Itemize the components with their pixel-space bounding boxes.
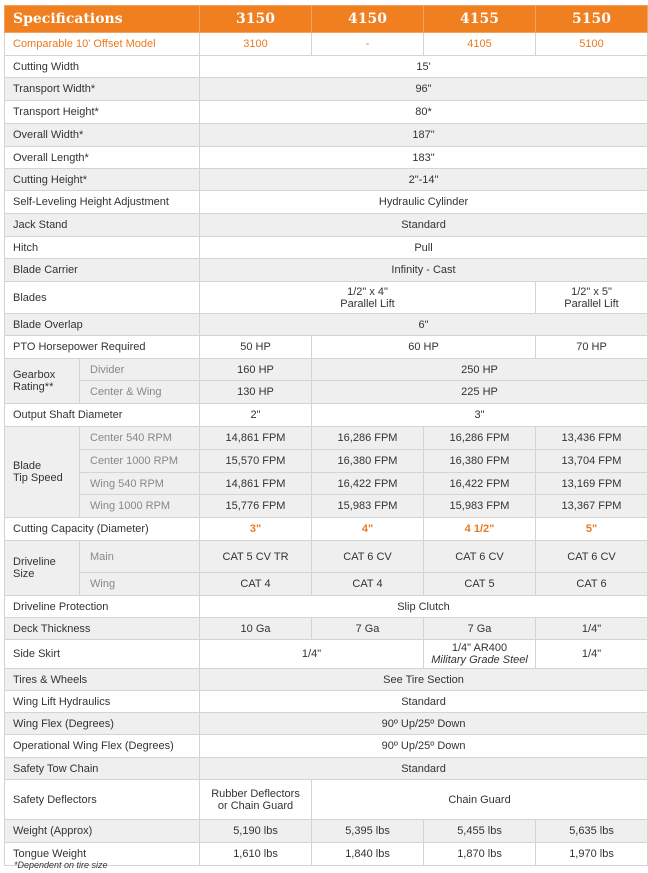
cell: 3" xyxy=(200,518,312,541)
cell: 2"-14" xyxy=(200,169,648,191)
row-label: Comparable 10' Offset Model xyxy=(5,33,200,56)
cell: 60 HP xyxy=(312,336,536,359)
driveline-wing-row xyxy=(5,573,648,596)
row-label: Self-Leveling Height Adjustment xyxy=(5,191,200,214)
side-skirt-row xyxy=(5,640,648,669)
cell: 3" xyxy=(312,404,648,427)
row-label: Weight (Approx) xyxy=(5,820,200,843)
wing-flex-row xyxy=(5,713,648,735)
cell: 1/4" xyxy=(200,640,424,669)
cell: 13,169 FPM xyxy=(536,473,648,495)
row-label: Operational Wing Flex (Degrees) xyxy=(5,735,200,758)
cell: 14,861 FPM xyxy=(200,427,312,450)
cell: CAT 6 xyxy=(536,573,648,596)
cell: CAT 6 CV xyxy=(536,541,648,573)
group-label-line: Blade xyxy=(13,460,42,472)
transport-height-row xyxy=(5,101,648,124)
cell xyxy=(200,282,536,314)
cell-line: 1/4" AR400 xyxy=(451,642,508,654)
self-leveling-row xyxy=(5,191,648,214)
cell xyxy=(200,780,312,820)
cell: 187" xyxy=(200,124,648,147)
cell: 15,983 FPM xyxy=(424,495,536,518)
blades-row xyxy=(5,282,648,314)
operational-wing-flex-row xyxy=(5,735,648,758)
cell: 225 HP xyxy=(312,381,648,404)
model-5150-header: 5150 xyxy=(536,6,648,33)
row-label: Driveline Protection xyxy=(5,596,200,618)
cutting-width-row xyxy=(5,56,648,78)
wing-lift-row xyxy=(5,691,648,713)
row-label: Cutting Capacity (Diameter) xyxy=(5,518,200,541)
cell: 4" xyxy=(312,518,424,541)
sub-label: Wing 1000 RPM xyxy=(80,495,200,518)
gearbox-divider-row xyxy=(5,359,648,381)
cell: Slip Clutch xyxy=(200,596,648,618)
cell-line: Rubber Deflectors xyxy=(211,787,300,800)
cell: 4 1/2" xyxy=(424,518,536,541)
cell: 70 HP xyxy=(536,336,648,359)
weight-row xyxy=(5,820,648,843)
row-label: Safety Deflectors xyxy=(5,780,200,820)
cell: 5100 xyxy=(536,33,648,56)
sub-label: Wing xyxy=(80,573,200,596)
row-label: Side Skirt xyxy=(5,640,200,669)
cell-line: or Chain Guard xyxy=(217,799,294,812)
sub-label: Wing 540 RPM xyxy=(80,473,200,495)
sub-label: Divider xyxy=(80,359,200,381)
gearbox-center-wing-row xyxy=(5,381,648,404)
sub-label: Main xyxy=(80,541,200,573)
cell: 1,870 lbs xyxy=(424,843,536,866)
sub-label: Center & Wing xyxy=(80,381,200,404)
row-label: Wing Lift Hydraulics xyxy=(5,691,200,713)
cell: 250 HP xyxy=(312,359,648,381)
cell: 96" xyxy=(200,78,648,101)
blade-tip-row xyxy=(5,495,648,518)
cell: 90º Up/25º Down xyxy=(200,713,648,735)
cell: 5" xyxy=(536,518,648,541)
tires-row xyxy=(5,669,648,691)
group-label-line: Tip Speed xyxy=(13,472,63,484)
overall-width-row xyxy=(5,124,648,147)
model-4155-header: 4155 xyxy=(424,6,536,33)
row-label: Overall Length* xyxy=(5,147,200,169)
row-label: Deck Thickness xyxy=(5,618,200,640)
cell: 5,395 lbs xyxy=(312,820,424,843)
cell: 7 Ga xyxy=(424,618,536,640)
cell: CAT 6 CV xyxy=(424,541,536,573)
comparable-model-row xyxy=(5,33,648,56)
cell: Standard xyxy=(200,214,648,237)
blade-tip-group-label xyxy=(5,427,80,518)
row-label: Blades xyxy=(5,282,200,314)
cell: 16,422 FPM xyxy=(424,473,536,495)
cell: Infinity - Cast xyxy=(200,259,648,282)
cell: 4105 xyxy=(424,33,536,56)
cell: 1/4" xyxy=(536,618,648,640)
row-label: Hitch xyxy=(5,237,200,259)
cell: 1,610 lbs xyxy=(200,843,312,866)
row-label: Tires & Wheels xyxy=(5,669,200,691)
cell: Standard xyxy=(200,758,648,780)
cell: 5,190 lbs xyxy=(200,820,312,843)
cell: 5,635 lbs xyxy=(536,820,648,843)
group-label-line: Rating** xyxy=(13,381,54,393)
cell: CAT 4 xyxy=(312,573,424,596)
tow-chain-row xyxy=(5,758,648,780)
group-label-line: Driveline xyxy=(13,556,56,568)
row-label: PTO Horsepower Required xyxy=(5,336,200,359)
row-label: Tongue Weight xyxy=(5,843,200,866)
table-title: Specifications xyxy=(5,6,200,33)
cell: 15' xyxy=(200,56,648,78)
cell: 50 HP xyxy=(200,336,312,359)
cell: 1/4" xyxy=(536,640,648,669)
cell: 5,455 lbs xyxy=(424,820,536,843)
cell xyxy=(424,640,536,669)
model-4150-header: 4150 xyxy=(312,6,424,33)
cell: 15,776 FPM xyxy=(200,495,312,518)
group-label-line: Size xyxy=(13,568,35,580)
cell: 1,970 lbs xyxy=(536,843,648,866)
cell: 1,840 lbs xyxy=(312,843,424,866)
overall-length-row xyxy=(5,147,648,169)
sub-label: Center 540 RPM xyxy=(80,427,200,450)
blade-tip-row xyxy=(5,427,648,450)
row-label: Transport Height* xyxy=(5,101,200,124)
row-label: Overall Width* xyxy=(5,124,200,147)
cell: 13,704 FPM xyxy=(536,450,648,473)
cell: 16,380 FPM xyxy=(424,450,536,473)
cell: 13,367 FPM xyxy=(536,495,648,518)
blade-tip-row xyxy=(5,450,648,473)
cutting-capacity-row xyxy=(5,518,648,541)
footnote: *Dependent on tire size xyxy=(14,860,108,870)
cell: 16,422 FPM xyxy=(312,473,424,495)
cell: 6" xyxy=(200,314,648,336)
row-label: Blade Overlap xyxy=(5,314,200,336)
jack-stand-row xyxy=(5,214,648,237)
deck-thickness-row xyxy=(5,618,648,640)
group-label-line: Gearbox xyxy=(13,369,56,381)
cell: 10 Ga xyxy=(200,618,312,640)
cell: 160 HP xyxy=(200,359,312,381)
cell: 15,983 FPM xyxy=(312,495,424,518)
cell: 130 HP xyxy=(200,381,312,404)
row-label: Blade Carrier xyxy=(5,259,200,282)
cell-line: 1/2" x 4" xyxy=(347,285,388,298)
blade-tip-row xyxy=(5,473,648,495)
cell: CAT 6 CV xyxy=(312,541,424,573)
safety-deflectors-row xyxy=(5,780,648,820)
row-label: Cutting Width xyxy=(5,56,200,78)
row-label: Wing Flex (Degrees) xyxy=(5,713,200,735)
cell: Chain Guard xyxy=(312,780,648,820)
cell: 90º Up/25º Down xyxy=(200,735,648,758)
cell: 16,380 FPM xyxy=(312,450,424,473)
cell: 16,286 FPM xyxy=(312,427,424,450)
cell: 16,286 FPM xyxy=(424,427,536,450)
cell: 15,570 FPM xyxy=(200,450,312,473)
cell: CAT 5 xyxy=(424,573,536,596)
cell-line: 1/2" x 5" xyxy=(571,285,612,298)
cell: See Tire Section xyxy=(200,669,648,691)
output-shaft-row xyxy=(5,404,648,427)
cell: CAT 4 xyxy=(200,573,312,596)
cell-line: Parallel Lift xyxy=(340,297,395,310)
cell: 14,861 FPM xyxy=(200,473,312,495)
cell: Standard xyxy=(200,691,648,713)
cell: 80* xyxy=(200,101,648,124)
cell: 7 Ga xyxy=(312,618,424,640)
gearbox-group-label xyxy=(5,359,80,404)
cell-line: Military Grade Steel xyxy=(431,654,528,666)
row-label: Jack Stand xyxy=(5,214,200,237)
row-label: Safety Tow Chain xyxy=(5,758,200,780)
blade-overlap-row xyxy=(5,314,648,336)
cell: 183" xyxy=(200,147,648,169)
hitch-row xyxy=(5,237,648,259)
blade-carrier-row xyxy=(5,259,648,282)
sub-label: Center 1000 RPM xyxy=(80,450,200,473)
driveline-main-row xyxy=(5,541,648,573)
cell: 2" xyxy=(200,404,312,427)
row-label: Transport Width* xyxy=(5,78,200,101)
cutting-height-row xyxy=(5,169,648,191)
cell: 13,436 FPM xyxy=(536,427,648,450)
row-label: Cutting Height* xyxy=(5,169,200,191)
driveline-size-group-label xyxy=(5,541,80,596)
specifications-table xyxy=(4,5,648,866)
cell: 3100 xyxy=(200,33,312,56)
model-3150-header: 3150 xyxy=(200,6,312,33)
header-row xyxy=(5,6,648,33)
driveline-protection-row xyxy=(5,596,648,618)
cell xyxy=(536,282,648,314)
row-label: Output Shaft Diameter xyxy=(5,404,200,427)
cell-line: Parallel Lift xyxy=(564,297,619,310)
transport-width-row xyxy=(5,78,648,101)
cell: CAT 5 CV TR xyxy=(200,541,312,573)
pto-row xyxy=(5,336,648,359)
cell: Hydraulic Cylinder xyxy=(200,191,648,214)
cell: - xyxy=(312,33,424,56)
cell: Pull xyxy=(200,237,648,259)
